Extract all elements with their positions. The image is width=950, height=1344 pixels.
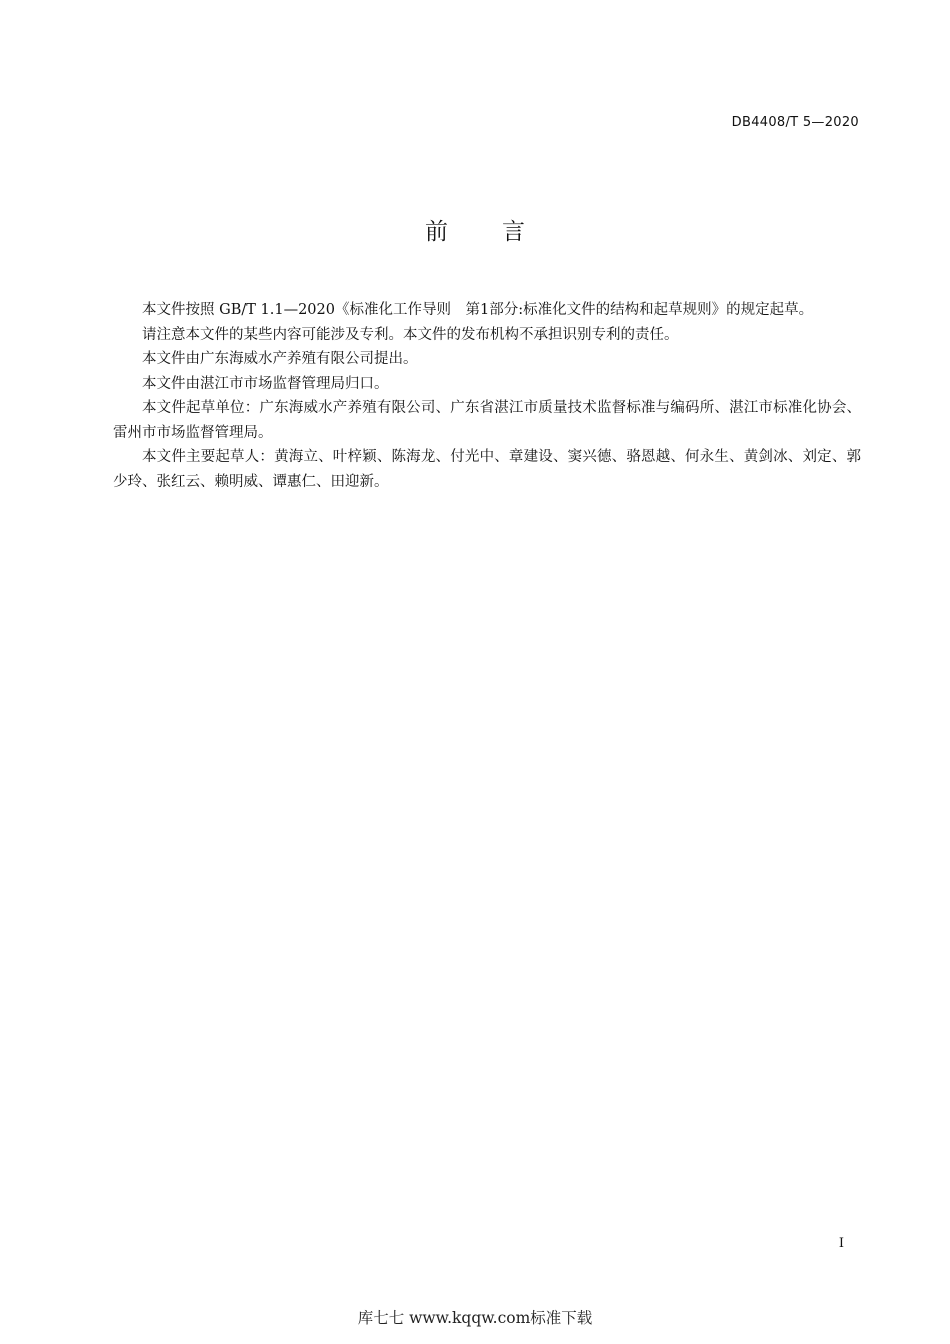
document-code: DB4408/T 5—2020 — [731, 115, 859, 130]
watermark-text: 库七七 www.kqqw.com标准下载 — [357, 1309, 593, 1327]
page-number: I — [838, 1236, 844, 1251]
paragraph-centralized-unit: 本文件由湛江市市场监督管理局归口。 — [142, 375, 389, 392]
paragraph-drafting-units: 本文件起草单位：广东海威水产养殖有限公司、广东省湛江市质量技术监督标准与编码所、湛江市标准化协会、雷州市市场监督管理局。 — [113, 400, 861, 441]
paragraph-patent-notice: 请注意本文件的某些内容可能涉及专利。本文件的发布机构不承担识别专利的责任。 — [142, 326, 679, 343]
paragraph-proposer: 本文件由广东海威水产养殖有限公司提出。 — [142, 351, 418, 367]
page-title: 前言 — [425, 219, 579, 245]
paragraph-drafters: 本文件主要起草人：黄海立、叶梓颖、陈海龙、付光中、章建设、窦兴德、骆恩越、何永生、黄剑冰、刘定、郭少玲、张红云、赖明威、谭惠仁、田迎新。 — [113, 449, 861, 490]
foreword-body — [113, 298, 861, 494]
paragraph-drafting-basis: 本文件按照 GB/T 1.1—2020《标准化工作导则 第1部分:标准化文件的结构和起草规则》的规定起草。 — [142, 302, 814, 318]
